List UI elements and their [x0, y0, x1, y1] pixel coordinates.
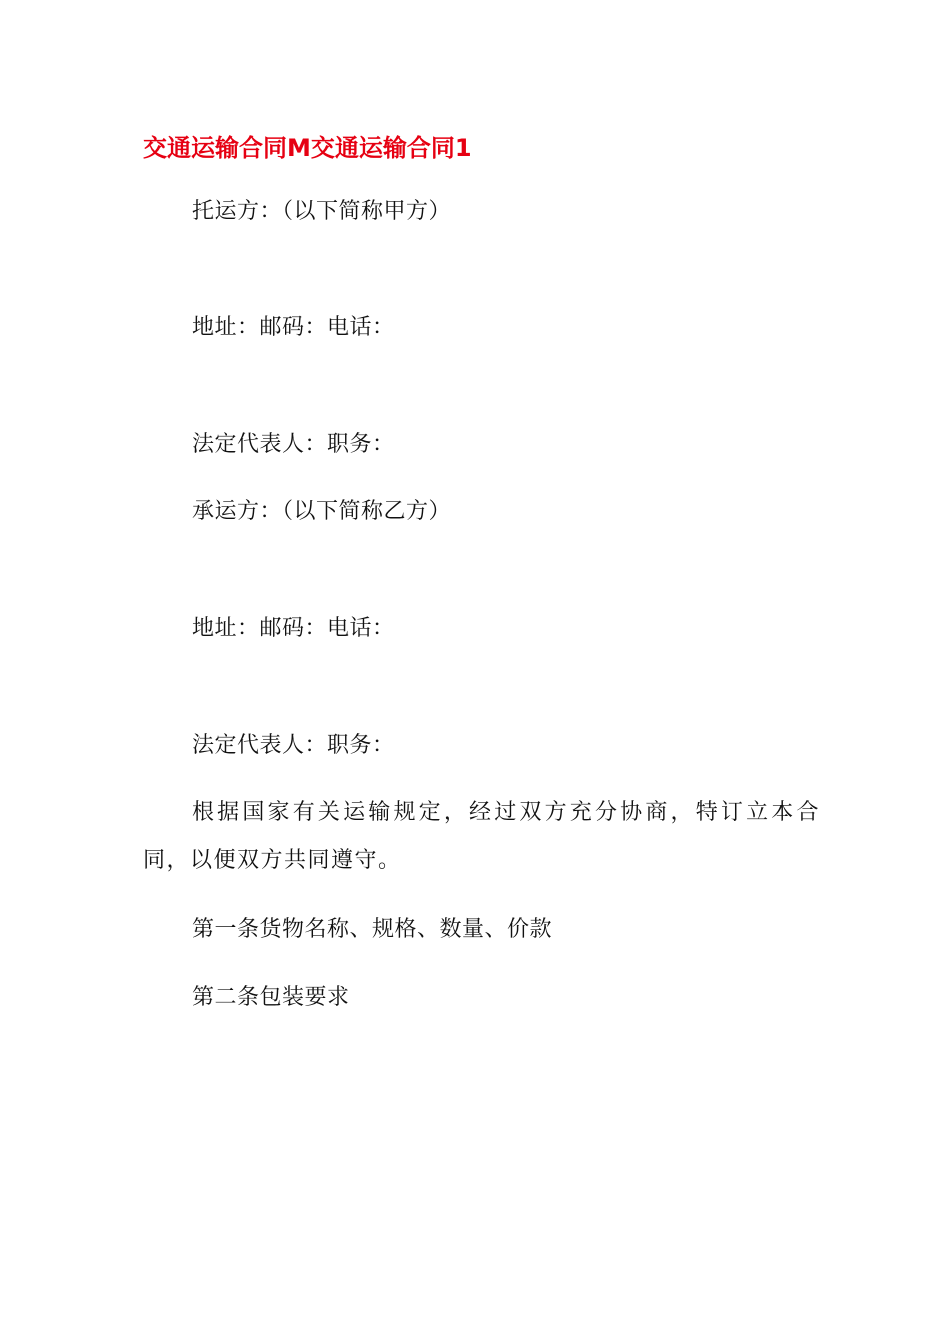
party-a-representative-line: 法定代表人：职务：	[192, 432, 395, 457]
party-b-representative-line: 法定代表人：职务：	[192, 733, 395, 758]
document-title: 交通运输合同M交通运输合同1	[143, 134, 472, 162]
intro-paragraph: 根据国家有关运输规定，经过双方充分协商，特订立本合同，以便双方共同遵守。	[143, 800, 820, 873]
party-b-label: 承运方：（以下简称乙方）	[192, 499, 452, 524]
party-a-label: 托运方：（以下简称甲方）	[192, 199, 452, 224]
party-a-address-line: 地址：邮码：电话：	[192, 315, 395, 340]
party-b-address-line: 地址：邮码：电话：	[192, 616, 395, 641]
article-2-heading: 第二条包装要求	[192, 985, 350, 1010]
article-1-heading: 第一条货物名称、规格、数量、价款	[192, 917, 553, 942]
